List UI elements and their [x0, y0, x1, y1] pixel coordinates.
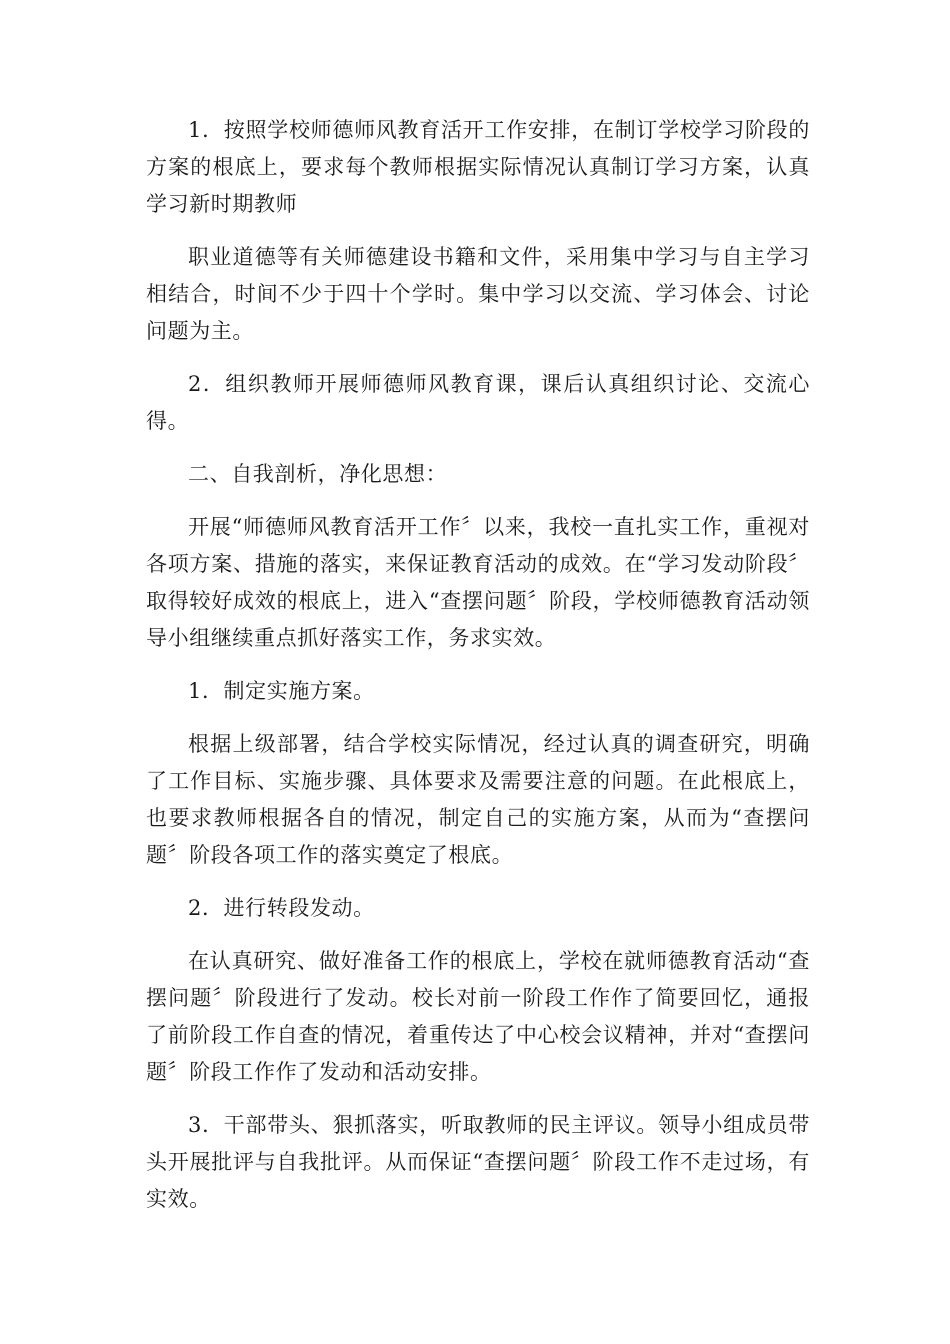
paragraph-study-method: 职业道德等有关师德建设书籍和文件，采用集中学习与自主学习相结合，时间不少于四十个学时。集中学习以交流、学习体会、讨论问题为主。	[146, 245, 810, 343]
item-heading-implementation-plan: 1．制定实施方案。	[188, 679, 375, 703]
paragraph-mobilization: 在认真研究、做好准备工作的根底上，学校在就师德教育活动“查摆问题〞阶段进行了发动。校长对前一阶段工作作了简要回忆，通报了前阶段工作自查的情况，着重传达了中心校会议精神，并对“查摆问题〞阶段工作作了发动和活动安排。	[146, 949, 810, 1084]
document-body	[146, 112, 810, 1234]
paragraph-study-plan: 1．按照学校师德师风教育活开工作安排，在制订学校学习阶段的方案的根底上，要求每个教师根据实际情况认真制订学习方案，认真学习新时期教师	[146, 118, 810, 216]
paragraph-leadership: 3．干部带头、狠抓落实，听取教师的民主评议。领导小组成员带头开展批评与自我批评。从而保证“查摆问题〞阶段工作不走过场，有实效。	[146, 1113, 810, 1211]
section-heading-self-analysis: 二、自我剖析，净化思想：	[188, 462, 448, 486]
paragraph-overview: 开展“师德师风教育活开工作〞以来，我校一直扎实工作，重视对各项方案、措施的落实，来保证教育活动的成效。在“学习发动阶段〞取得较好成效的根底上，进入“查摆问题〞阶段，学校师德教育活动领导小组继续重点抓好落实工作，务求实效。	[146, 515, 810, 650]
paragraph-implementation-plan: 根据上级部署，结合学校实际情况，经过认真的调查研究，明确了工作目标、实施步骤、具体要求及需要注意的问题。在此根底上，也要求教师根据各自的情况，制定自己的实施方案，从而为“查摆问题〞阶段各项工作的落实奠定了根底。	[146, 732, 810, 867]
paragraph-education-class: 2．组织教师开展师德师风教育课，课后认真组织讨论、交流心得。	[146, 372, 810, 433]
item-heading-mobilization: 2．进行转段发动。	[188, 896, 375, 920]
